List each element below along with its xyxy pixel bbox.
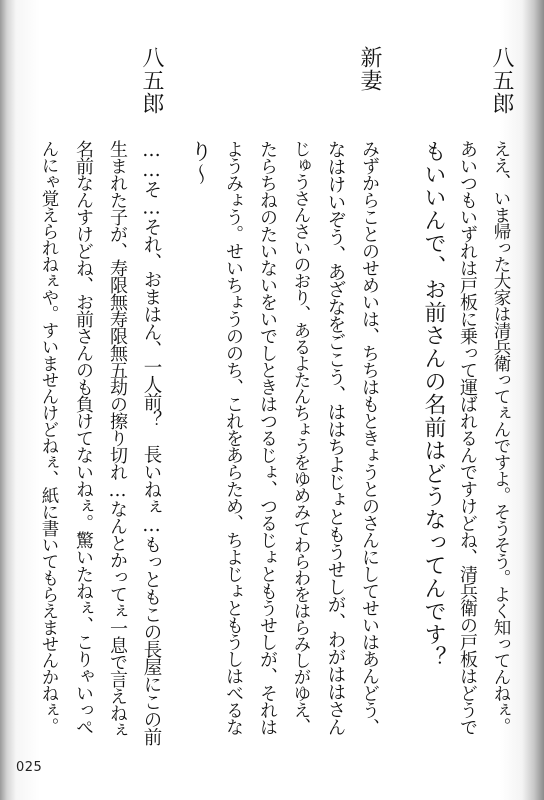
dialogue-line: たらちねのたいないをいでしときはつるじょ、つるじょともうせしが、それは: [257, 140, 278, 735]
dialogue-line: り〜: [187, 140, 212, 186]
dialogue-line: 名前なんすけどね、お前さんのも負けてないねぇ。驚いたねぇ、こりゃいっぺ: [73, 140, 94, 735]
speaker-label: 新妻: [357, 46, 382, 92]
speaker-label: 八五郎: [139, 46, 164, 115]
dialogue-line: もいいんで、お前さんの名前はどうなってんです？: [421, 140, 446, 669]
speaker-label: 八五郎: [489, 46, 514, 115]
dialogue-line: 生まれた子が、寿限無寿限無五劫の擦り切れ…なんとかってぇ一息で言えねぇ: [107, 140, 128, 738]
dialogue-line: ええ、いま帰った大家は清兵衛ってぇんですよ。そうそう。よく知ってんねぇ。: [491, 140, 511, 734]
dialogue-line: なはけいぞう、あざなをごこう、ははちよじょともうせしが、わがははさん: [325, 140, 346, 735]
dialogue-line: あいつもいずれは戸板に乗って運ばれるんですけどね、清兵衛の戸板はどうで: [457, 140, 478, 735]
dialogue-line: ようみょう。せいちょうののち、これをあらため、ちよじょともうしはべるな: [223, 140, 244, 735]
dialogue-line: みずからことのせめいは、ちちはもときょうとのさんにしてせいはあんどう、: [359, 140, 380, 735]
dialogue-line: んにゃ覚えられねぇや。すいませんけどねぇ、紙に書いてもらえませんかねぇ。: [39, 140, 59, 734]
dialogue-line: ……そ…それ、おまはん、一人前？ 長いねぇ…もっともこの長屋にこの前: [141, 140, 162, 745]
page-number: 025: [16, 760, 43, 775]
dialogue-line: じゅうさんさいのおり、あるよたんちょうをゆめみてわらわをはらみしがゆえ、: [291, 140, 311, 734]
